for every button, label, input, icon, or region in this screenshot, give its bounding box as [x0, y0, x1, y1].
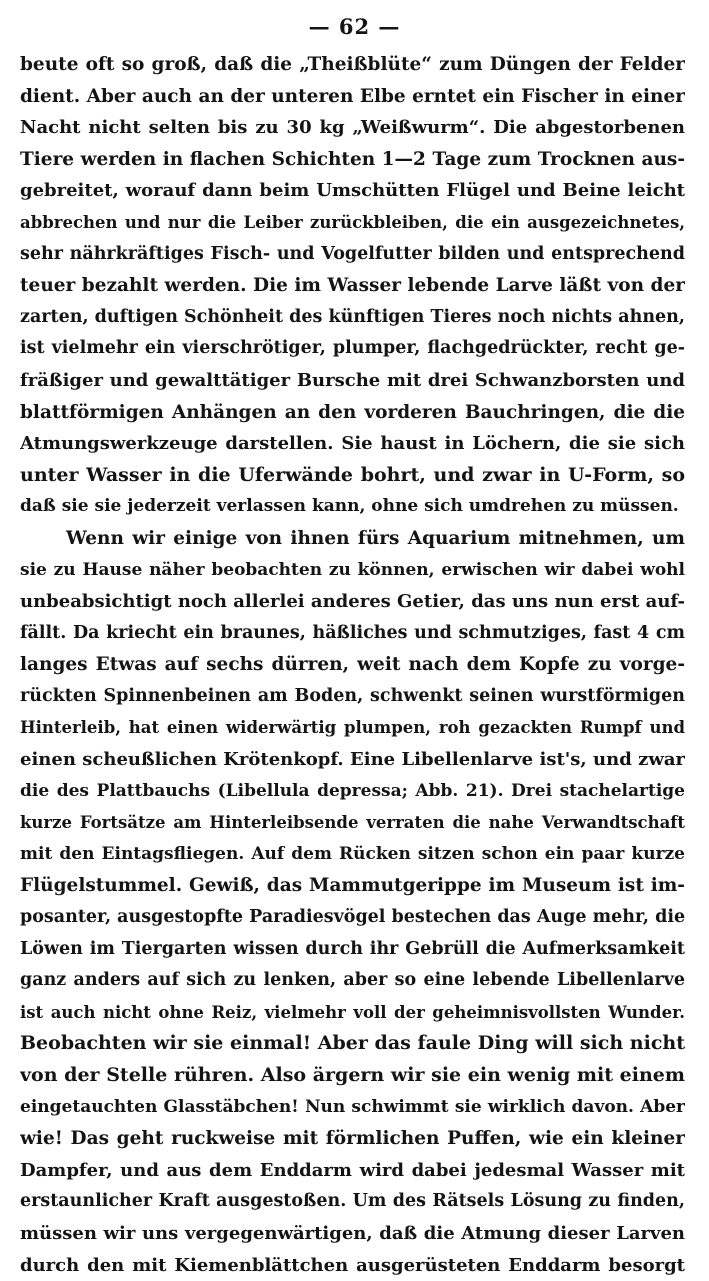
- text-line: von der Stelle rühren. Also ärgern wir sie ein wenig mit einem: [20, 1064, 685, 1086]
- text-line: durch den mit Kiemenblättchen ausgerüsteten Enddarm besorgt: [20, 1254, 685, 1276]
- text-line: beute oft so groß, daß die „Theißblüte“ zum Düngen der Felder: [20, 54, 685, 75]
- text-line: Wenn wir einige von ihnen fürs Aquarium mitnehmen, um: [66, 527, 685, 549]
- text-line: Atmungswerkzeuge darstellen. Sie haust in Löchern, die sie sich: [20, 433, 685, 455]
- text-line: Löwen im Tiergarten wissen durch ihr Gebrüll die Aufmerksamkeit: [20, 938, 685, 959]
- text-line: Flügelstummel. Gewiß, das Mammutgerippe im Museum ist im-: [20, 875, 685, 897]
- text-line: fällt. Da kriecht ein braunes, häßliches und schmutziges, fast 4 cm: [20, 622, 685, 643]
- text-line: Dampfer, und aus dem Enddarm wird dabei jedesmal Wasser mit: [20, 1159, 685, 1181]
- page-number: — 62 —: [308, 14, 401, 39]
- text-line: mit den Eintagsfliegen. Auf dem Rücken sitzen schon ein paar kurze: [20, 843, 685, 864]
- text-line: unter Wasser in die Uferwände bohrt, und zwar in U-Form, so: [20, 463, 685, 486]
- text-line: daß sie sie jederzeit verlassen kann, ohne sich umdrehen zu müssen.: [20, 496, 679, 517]
- text-line: ganz anders auf sich zu lenken, aber so eine lebende Libellenlarve: [20, 970, 685, 991]
- text-line: sehr nährkräftiges Fisch- und Vogelfutter bilden und entsprechend: [20, 243, 685, 264]
- text-line: fräßiger und gewalttätiger Bursche mit drei Schwanzborsten und: [20, 369, 685, 391]
- text-line: dient. Aber auch an der unteren Elbe erntet ein Fischer in einer: [20, 85, 685, 107]
- text-line: ist vielmehr ein vierschrötiger, plumper, flachgedrückter, recht ge-: [20, 338, 685, 359]
- body-text: [20, 49, 685, 1281]
- text-line: eingetauchten Glasstäbchen! Nun schwimmt sie wirklich davon. Aber: [20, 1096, 685, 1117]
- text-line: teuer bezahlt werden. Die im Wasser lebende Larve läßt von der: [20, 275, 685, 297]
- text-line: posanter, ausgestopfte Paradiesvögel bestechen das Auge mehr, die: [20, 907, 685, 928]
- text-line: die des Plattbauchs (Libellula depressa; Abb. 21). Drei stachelartige: [20, 780, 685, 801]
- text-line: ist auch nicht ohne Reiz, vielmehr voll der geheimnisvollsten Wunder.: [20, 1002, 685, 1022]
- text-line: unbeabsichtigt noch allerlei anderes Getier, das uns nun erst auf-: [20, 591, 685, 613]
- text-line: gebreitet, worauf dann beim Umschütten Flügel und Beine leicht: [20, 180, 685, 202]
- text-line: kurze Fortsätze am Hinterleibsende verraten die nahe Verwandtschaft: [20, 813, 685, 833]
- text-line: wie! Das geht ruckweise mit förmlichen Puffen, wie ein kleiner: [20, 1128, 685, 1150]
- text-line: sie zu Hause näher beobachten zu können, erwischen wir dabei wohl: [20, 559, 685, 580]
- text-line: blattförmigen Anhängen an den vorderen Bauchringen, die die: [20, 401, 685, 423]
- text-line: rückten Spinnenbeinen am Boden, schwenkt seinen wurstförmigen: [20, 685, 685, 706]
- text-line: abbrechen und nur die Leiber zurückbleiben, die ein ausgezeichnetes,: [20, 212, 685, 232]
- text-line: Beobachten wir sie einmal! Aber das faule Ding will sich nicht: [20, 1032, 685, 1055]
- text-line: müssen wir uns vergegenwärtigen, daß die Atmung dieser Larven: [20, 1222, 685, 1244]
- text-line: zarten, duftigen Schönheit des künftigen Tieres noch nichts ahnen,: [20, 306, 685, 327]
- text-line: einen scheußlichen Krötenkopf. Eine Libellenlarve ist's, und zwar: [20, 749, 685, 771]
- text-line: Hinterleib, hat einen widerwärtig plumpen, roh gezackten Rumpf und: [20, 718, 685, 738]
- text-line: Nacht nicht selten bis zu 30 kg „Weißwurm“. Die abgestorbenen: [20, 117, 685, 139]
- text-line: Tiere werden in flachen Schichten 1—2 Tage zum Trocknen aus-: [20, 148, 685, 170]
- text-line: erstaunlicher Kraft ausgestoßen. Um des Rätsels Lösung zu finden,: [20, 1191, 685, 1212]
- text-line: langes Etwas auf sechs dürren, weit nach dem Kopfe zu vorge-: [20, 654, 685, 676]
